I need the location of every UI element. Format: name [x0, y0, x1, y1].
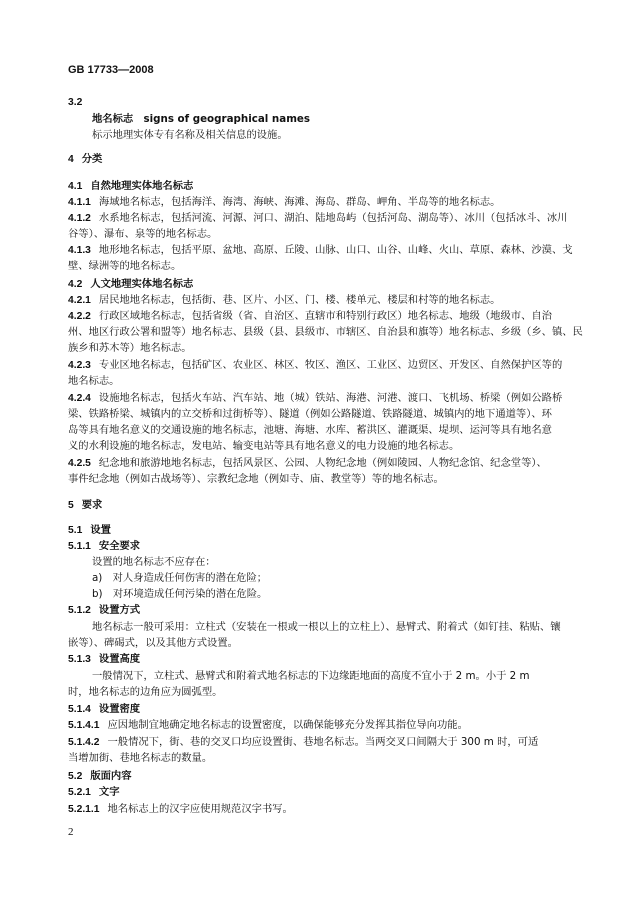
clause-number: 4.2.2: [68, 311, 91, 322]
clause-number: 5.1.3: [68, 654, 91, 665]
clause-text: 标示地理实体专有名称及相关信息的设施。: [92, 129, 288, 141]
clause-heading: 要求: [81, 499, 103, 511]
text-line: [68, 228, 568, 241]
clause-text: 梁、铁路桥梁、城镇内的立交桥和过街桥等）、隧道（例如公路隧道、铁路隧道、城镇内的地下通道等）、环: [68, 408, 552, 420]
text-line: [68, 719, 568, 732]
clause-heading: 设置方式: [98, 604, 141, 616]
clause-number: 4.1.1: [68, 197, 91, 208]
text-line: [68, 96, 568, 109]
text-line: [68, 196, 568, 209]
clause-text: 行政区域地名标志，包括省级（省、自治区、直辖市和特别行政区）地名标志、地级（地级市、自治: [98, 310, 552, 322]
text-line: [68, 736, 568, 749]
clause-number: 4.2.4: [68, 393, 91, 404]
clause-number: 5: [68, 500, 74, 511]
page-number: 2: [68, 826, 74, 838]
text-line: [68, 752, 568, 765]
text-line: [68, 524, 568, 537]
clause-text: b) 对环境造成任何污染的潜在危险。: [92, 588, 268, 600]
text-line: [92, 621, 568, 634]
text-line: [68, 294, 568, 307]
clause-number: 5.1.4.2: [68, 737, 100, 748]
clause-number: 5.1.2: [68, 605, 91, 616]
clause-number: 3.2: [68, 97, 83, 108]
text-line: [68, 770, 568, 783]
clause-number: 4.2.3: [68, 360, 91, 371]
clause-text: 当增加街、巷地名标志的数量。: [68, 752, 213, 764]
clause-number: 5.1: [68, 525, 83, 536]
text-line: [68, 375, 568, 388]
clause-text: 一般情况下，立柱式、悬臂式和附着式地名标志的下边缘距地面的高度不宜小于 2 m。小于 2 m: [92, 670, 530, 682]
clause-text: 应因地制宜地确定地名标志的设置密度，以确保能够充分发挥其指位导向功能。: [107, 719, 468, 731]
text-line: [68, 408, 568, 421]
text-line: [68, 604, 568, 617]
text-line: [68, 473, 568, 486]
clause-number: 5.2.1.1: [68, 804, 100, 815]
clause-heading: 地名标志 signs of geographical names: [92, 113, 311, 125]
clause-heading: 安全要求: [98, 540, 141, 552]
text-line: [68, 786, 568, 799]
text-line: [68, 540, 568, 553]
text-line: [68, 686, 568, 699]
text-line: [68, 244, 573, 257]
text-line: [68, 342, 568, 355]
text-line: [68, 153, 568, 166]
text-line: [68, 703, 568, 716]
text-line: [68, 440, 568, 453]
text-line: [92, 556, 568, 569]
clause-text: a) 对人身造成任何伤害的潜在危险；: [92, 572, 268, 584]
clause-number: 5.2.1: [68, 787, 91, 798]
clause-text: 嵌等）、碑碣式，以及其他方式设置。: [68, 637, 238, 649]
text-line: [68, 278, 568, 291]
text-line: [68, 359, 568, 372]
clause-text: 水系地名标志，包括河流、河源、河口、湖泊、陆地岛屿（包括河岛、湖岛等）、冰川（包括冰斗、冰川: [98, 212, 568, 224]
clause-text: 地名标志一般可采用：立柱式（安装在一根或一根以上的立柱上）、悬臂式、附着式（如钉挂、粘贴、镶: [92, 621, 561, 633]
clause-text: 纪念地和旅游地地名标志，包括风景区、公园、人物纪念地（例如陵园、人物纪念馆、纪念堂等）、: [98, 457, 547, 469]
clause-heading: 文字: [98, 786, 120, 798]
clause-heading: 版面内容: [90, 770, 132, 782]
standard-number: GB 17733—2008: [68, 64, 154, 76]
clause-heading: 自然地理实体地名标志: [90, 180, 194, 192]
clause-number: 4.1.2: [68, 213, 91, 224]
clause-number: 5.1.1: [68, 541, 91, 552]
clause-number: 4.2.5: [68, 458, 91, 469]
clause-number: 4.2.1: [68, 295, 91, 306]
text-line: [68, 180, 568, 193]
text-line: [68, 637, 568, 650]
text-line: [92, 113, 568, 126]
text-line: [68, 653, 568, 666]
text-line: [68, 326, 583, 339]
clause-heading: 分类: [81, 153, 103, 165]
text-line: [68, 499, 568, 512]
clause-number: 5.1.4.1: [68, 720, 100, 731]
clause-text: 州、地区行政公署和盟等）地名标志、县级（县、县级市、市辖区、自治县和旗等）地名标志、乡级（乡、镇、民: [68, 326, 583, 338]
clause-text: 海域地名标志，包括海洋、海湾、海峡、海滩、海岛、群岛、岬角、半岛等的地名标志。: [98, 196, 501, 208]
clause-text: 义的水利设施的地名标志，发电站、输变电站等具有地名意义的电力设施的地名标志。: [68, 440, 460, 452]
text-line: [68, 212, 568, 225]
clause-number: 5.1.4: [68, 704, 91, 715]
clause-text: 谷等）、瀑布、泉等的地名标志。: [68, 228, 218, 240]
clause-heading: 人文地理实体地名标志: [90, 278, 194, 290]
clause-number: 4.1: [68, 181, 83, 192]
clause-text: 地形地名标志，包括平原、盆地、高原、丘陵、山脉、山口、山谷、山峰、火山、草原、森林、沙漠、戈: [98, 244, 573, 256]
text-line: [68, 260, 568, 273]
text-line: [92, 588, 568, 601]
clause-number: 5.2: [68, 771, 83, 782]
clause-text: 时，地名标志的边角应为圆弧型。: [68, 686, 223, 698]
text-line: [68, 424, 568, 437]
clause-text: 事件纪念地（例如古战场等）、宗教纪念地（例如寺、庙、教堂等）等的地名标志。: [68, 473, 444, 485]
text-line: [68, 457, 568, 470]
text-line: [92, 572, 568, 585]
clause-text: 地名标志。: [68, 375, 120, 387]
clause-text: 居民地地名标志，包括街、巷、区片、小区、门、楼、楼单元、楼层和村等的地名标志。: [98, 294, 501, 306]
clause-heading: 设置: [90, 524, 111, 536]
clause-text: 一般情况下，街、巷的交叉口均应设置街、巷地名标志。当两交叉口间隔大于 300 m 时，可适: [107, 736, 539, 748]
clause-heading: 设置密度: [98, 703, 141, 715]
clause-text: 岛等具有地名意义的交通设施的地名标志，池塘、海塘、水库、蓄洪区、灌溉渠、堤坝、运河等具有地名意: [68, 424, 552, 436]
clause-text: 设施地名标志，包括火车站、汽车站、地（城）铁站、海港、河港、渡口、飞机场、桥梁（例如公路桥: [98, 392, 563, 404]
clause-text: 地名标志上的汉字应使用规范汉字书写。: [107, 803, 293, 815]
text-line: [92, 129, 568, 142]
text-line: [68, 803, 568, 816]
clause-number: 4: [68, 154, 74, 165]
clause-number: 4.1.3: [68, 245, 91, 256]
clause-text: 族乡和苏木等）地名标志。: [68, 342, 192, 354]
text-line: [68, 310, 568, 323]
clause-number: 4.2: [68, 279, 83, 290]
clause-text: 壁、绿洲等的地名标志。: [68, 260, 182, 272]
clause-text: 专业区地名标志，包括矿区、农业区、林区、牧区、渔区、工业区、边贸区、开发区、自然保护区等的: [98, 359, 563, 371]
text-line: [68, 392, 568, 405]
clause-text: 设置的地名标志不应存在：: [92, 556, 216, 568]
text-line: [92, 670, 568, 683]
clause-heading: 设置高度: [98, 653, 141, 665]
